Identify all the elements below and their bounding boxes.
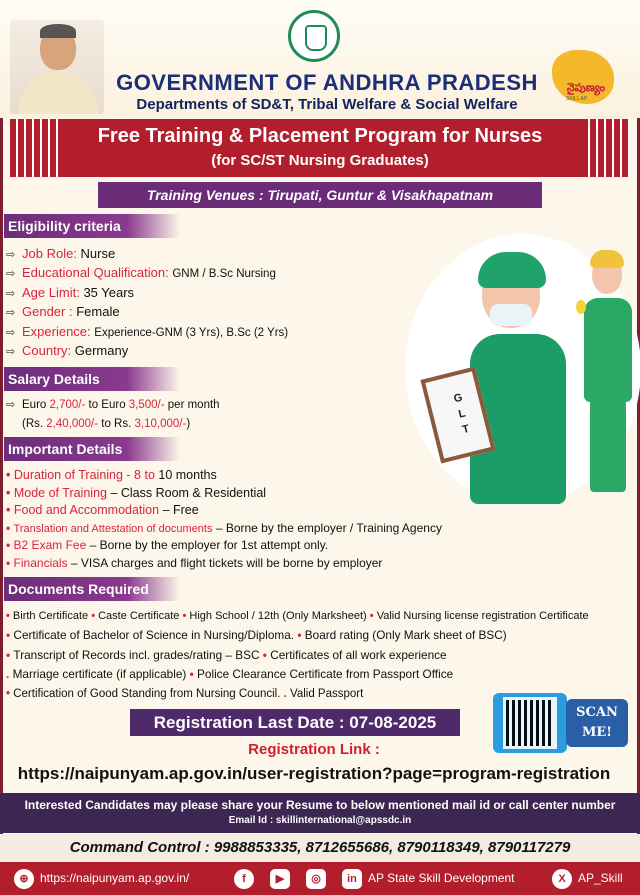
- header: [0, 0, 640, 118]
- arrow-icon: ⇨: [6, 345, 16, 358]
- item-value: – Borne by the employer / Training Agency: [212, 520, 442, 535]
- item-label: Food and Accommodation: [13, 503, 160, 517]
- org-text: AP State Skill Development: [368, 871, 515, 885]
- lightbulb-icon: [576, 300, 586, 314]
- salary-rupee-line: [6, 415, 220, 434]
- item-label: Financials: [13, 555, 68, 570]
- documents-row: • Certification of Good Standing from Nursing Council. . Valid Passport: [6, 687, 364, 700]
- facebook-link[interactable]: [234, 862, 260, 895]
- documents-list: [6, 607, 589, 704]
- program-subtitle: (for SC/ST Nursing Graduates): [211, 152, 429, 169]
- contact-instructions: Interested Candidates may please share your Resume to below mentioned mail id or call center number: [24, 798, 616, 812]
- registration-link-label: Registration Link :: [248, 741, 380, 758]
- list-item: • Translation and Attestation of documents – Borne by the employer / Training Agency: [6, 520, 442, 535]
- salary-max-euro: 3,500/-: [128, 399, 165, 411]
- nurse-cap: [478, 252, 546, 288]
- salary-text: to Euro: [85, 399, 129, 411]
- list-item: • Duration of Training - 8 to 10 months: [6, 468, 217, 482]
- contact-email[interactable]: Email Id : skillinternational@apssdc.in: [228, 815, 412, 826]
- arrow-icon: ⇨: [6, 326, 16, 339]
- item-label: Mode of Training: [13, 485, 107, 500]
- item-value: Germany: [74, 342, 129, 358]
- list-item: [6, 263, 288, 282]
- linkedin-icon: in: [342, 869, 362, 889]
- instagram-icon: ◎: [306, 869, 326, 889]
- item-label: Country:: [22, 342, 72, 358]
- documents-row: • Birth Certificate • Caste Certificate • High School / 12th (Only Marksheet) • Valid Nursing license registration Certificate: [6, 610, 589, 622]
- handle-text: AP_Skill: [578, 871, 623, 885]
- item-value: – Borne by the employer for 1st attempt only.: [86, 538, 329, 552]
- document-item: Transcript of Records incl. grades/rating – BSC: [13, 647, 260, 662]
- salary-max-rupee: 3,10,000/-: [134, 418, 187, 431]
- second-nurse-hair: [590, 250, 624, 268]
- item-value: – Free: [159, 503, 199, 517]
- registration-link[interactable]: https://naipunyam.ap.gov.in/user-registration?page=program-registration: [17, 764, 611, 783]
- salary-text: Euro: [22, 399, 50, 411]
- salary-text: ): [186, 418, 191, 431]
- x-icon: X: [552, 869, 572, 889]
- document-item: High School / 12th (Only Marksheet): [189, 610, 367, 622]
- item-label: B2 Exam Fee: [13, 538, 87, 552]
- scan-text: ME!: [581, 725, 612, 740]
- youtube-link[interactable]: [270, 862, 296, 895]
- registration-last-date: Registration Last Date : 07-08-2025: [130, 709, 460, 736]
- training-venues: Training Venues : Tirupati, Guntur & Visakhapatnam: [98, 182, 542, 208]
- list-item: • Mode of Training – Class Room & Residential: [6, 485, 267, 500]
- document-item: Certificates of all work experience: [270, 647, 447, 662]
- clipboard-text: G L T: [452, 391, 471, 437]
- list-item: [6, 322, 288, 341]
- document-item: Certification of Good Standing from Nursing Council.: [13, 687, 281, 700]
- item-label: Job Role:: [22, 246, 77, 261]
- document-item: Marriage certificate (if applicable): [12, 667, 187, 682]
- website-link[interactable]: [14, 862, 189, 895]
- item-label: Duration of Training - 8 to: [13, 468, 155, 482]
- departments-subtitle: Departments of SD&T, Tribal Welfare & Social Welfare: [136, 96, 518, 113]
- important-list: [6, 467, 442, 572]
- globe-icon: ⊕: [14, 869, 34, 889]
- skill-ap-logo-text: SKILL AP: [566, 96, 588, 102]
- arrow-icon: ⇨: [6, 249, 16, 261]
- document-item: Caste Certificate: [98, 610, 180, 622]
- list-item: [6, 244, 288, 263]
- footer: [0, 862, 640, 895]
- arrow-icon: ⇨: [6, 268, 16, 281]
- salary-details: [6, 396, 220, 435]
- x-link[interactable]: [552, 862, 623, 895]
- salary-text: to Rs.: [98, 418, 135, 431]
- document-item: Birth Certificate: [12, 610, 89, 622]
- eligibility-list: [6, 244, 288, 360]
- nurse-mask: [490, 304, 532, 326]
- instagram-link[interactable]: [306, 862, 332, 895]
- salary-min-rupee: 2,40,000/-: [46, 418, 99, 431]
- website-text: https://naipunyam.ap.gov.in/: [40, 871, 190, 885]
- document-item: Valid Nursing license registration Certificate: [376, 610, 589, 622]
- item-label: Experience:: [22, 323, 91, 339]
- scan-me-badge: [566, 699, 628, 747]
- program-banner: [10, 119, 630, 177]
- arrow-icon: ⇨: [6, 287, 16, 300]
- scan-text: SCAN: [576, 705, 618, 720]
- document-item: Police Clearance Certificate from Passport Office: [197, 667, 454, 682]
- government-title: GOVERNMENT OF ANDHRA PRADESH: [116, 70, 538, 95]
- second-nurse-legs: [590, 400, 626, 492]
- facebook-icon: f: [234, 869, 254, 889]
- item-value: GNM / B.Sc Nursing: [172, 268, 276, 281]
- salary-heading: Salary Details: [4, 367, 180, 391]
- contact-banner: [0, 793, 640, 833]
- item-label: Age Limit:: [22, 284, 80, 300]
- item-value: Experience-GNM (3 Yrs), B.Sc (2 Yrs): [94, 326, 289, 339]
- list-item: • B2 Exam Fee – Borne by the employer for 1st attempt only.: [6, 538, 329, 552]
- documents-row: • Certificate of Bachelor of Science in Nursing/Diploma. • Board rating (Only Mark sheet of BSC): [6, 628, 507, 643]
- command-control-numbers: Command Control : 9988853335, 8712655686, 8790118349, 8790117279: [0, 834, 640, 862]
- document-item: Board rating (Only Mark sheet of BSC): [304, 628, 507, 643]
- state-emblem-icon: [288, 10, 340, 62]
- list-item: • Food and Accommodation – Free: [6, 503, 199, 517]
- documents-heading: Documents Required: [4, 577, 180, 601]
- item-value: 10 months: [154, 468, 217, 482]
- salary-text: per month: [164, 399, 220, 411]
- document-item: Valid Passport: [290, 687, 364, 700]
- second-nurse-figure: [584, 298, 632, 402]
- youtube-icon: ▶: [270, 869, 290, 889]
- item-value: – VISA charges and flight tickets will be borne by employer: [67, 555, 383, 570]
- item-label: Translation and Attestation of documents: [13, 522, 213, 535]
- item-value: Female: [76, 304, 120, 320]
- list-item: • Financials – VISA charges and flight tickets will be borne by employer: [6, 555, 383, 570]
- naipunyam-logo-text: నైపుణ్యం: [566, 82, 606, 94]
- program-title: Free Training & Placement Program for Nurses: [97, 125, 543, 147]
- documents-row: . Marriage certificate (if applicable) • Police Clearance Certificate from Passport Office: [6, 667, 454, 682]
- arrow-icon: ⇨: [6, 307, 16, 320]
- item-value: – Class Room & Residential: [106, 485, 267, 500]
- list-item: [6, 341, 288, 360]
- item-value: Nurse: [80, 246, 116, 261]
- salary-text: (Rs.: [22, 418, 47, 431]
- list-item: [6, 302, 288, 321]
- item-value: 35 Years: [83, 284, 135, 300]
- important-heading: Important Details: [4, 437, 180, 461]
- salary-euro-line: [6, 396, 220, 415]
- documents-row: • Transcript of Records incl. grades/rating – BSC • Certificates of all work experience: [6, 647, 447, 662]
- linkedin-link[interactable]: [342, 862, 515, 895]
- list-item: [6, 283, 288, 302]
- document-item: Certificate of Bachelor of Science in Nursing/Diploma.: [13, 628, 295, 643]
- salary-min-euro: 2,700/-: [49, 399, 86, 411]
- item-label: Gender :: [22, 304, 73, 320]
- arrow-icon: ⇨: [6, 399, 16, 411]
- eligibility-heading: Eligibility criteria: [4, 214, 180, 238]
- item-label: Educational Qualification:: [22, 265, 169, 281]
